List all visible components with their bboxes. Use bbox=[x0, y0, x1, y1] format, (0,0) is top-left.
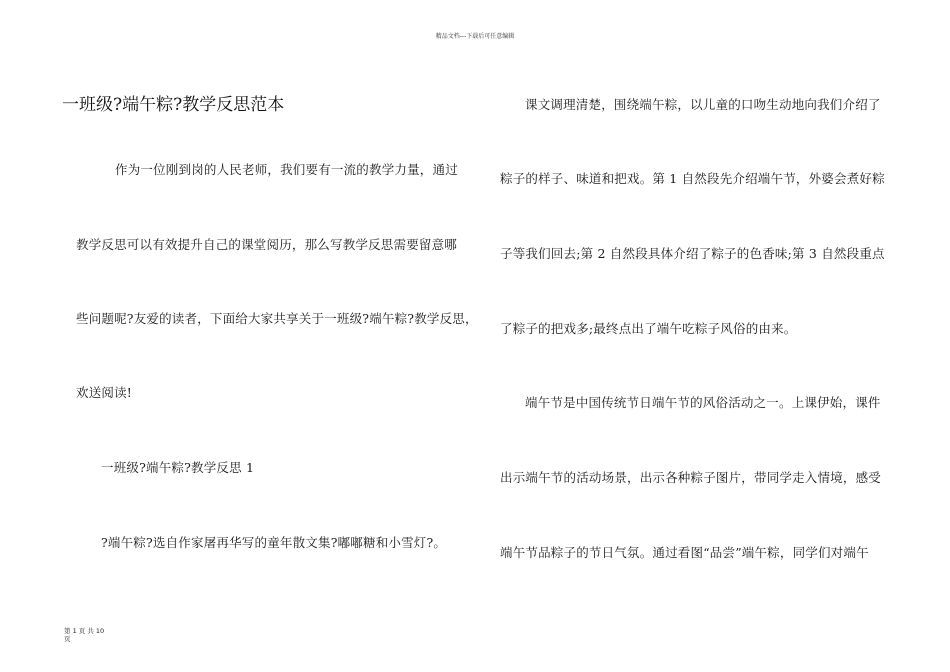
right-paragraph-line: 课文调理清楚，围绕端午粽，以儿童的口吻生动地向我们介绍了 bbox=[525, 97, 881, 112]
right-paragraph-line: 了粽子的把戏多;最终点出了端午吃粽子风俗的由来。 bbox=[500, 321, 797, 336]
left-paragraph-line: 作为一位刚到岗的人民老师，我们要有一流的教学力量，通过 bbox=[115, 162, 458, 177]
right-paragraph-line: 出示端午节的活动场景，出示各种粽子图片，带同学走入情境，感受 bbox=[500, 470, 882, 485]
page-number-line: 页 bbox=[64, 635, 71, 643]
right-paragraph-line: 端午节是中国传统节日端午节的风俗活动之一。上课伊始，课件 bbox=[525, 395, 881, 410]
page-number-line: 第 1 页 共 10 bbox=[64, 627, 105, 635]
left-paragraph-line: 欢送阅读! bbox=[76, 385, 133, 400]
page-number bbox=[64, 627, 104, 643]
page-header-watermark: 精品文档---下载后可任意编辑 bbox=[435, 33, 515, 40]
section-heading: 一班级?端午粽?教学反思 1 bbox=[101, 460, 255, 475]
left-paragraph-line: ?端午粽?选自作家屠再华写的童年散文集?嘟嘟糖和小雪灯?。 bbox=[101, 535, 447, 550]
left-paragraph-line: 些问题呢?友爱的读者，下面给大家共享关于一班级?端午粽?教学反思， bbox=[76, 311, 478, 326]
right-paragraph-line: 粽子的样子、味道和把戏。第 1 自然段先介绍端午节，外婆会煮好粽 bbox=[500, 171, 885, 186]
right-paragraph-line: 子等我们回去;第 2 自然段具体介绍了粽子的色香味;第 3 自然段重点 bbox=[500, 246, 885, 261]
right-paragraph-line: 端午节品粽子的节日气氛。通过看图“品尝”端午粽，同学们对端午 bbox=[500, 545, 869, 560]
document-title: 一班级?端午粽?教学反思范本 bbox=[62, 95, 285, 115]
left-paragraph-line: 教学反思可以有效提升自己的课堂阅历，那么写教学反思需要留意哪 bbox=[76, 237, 458, 252]
